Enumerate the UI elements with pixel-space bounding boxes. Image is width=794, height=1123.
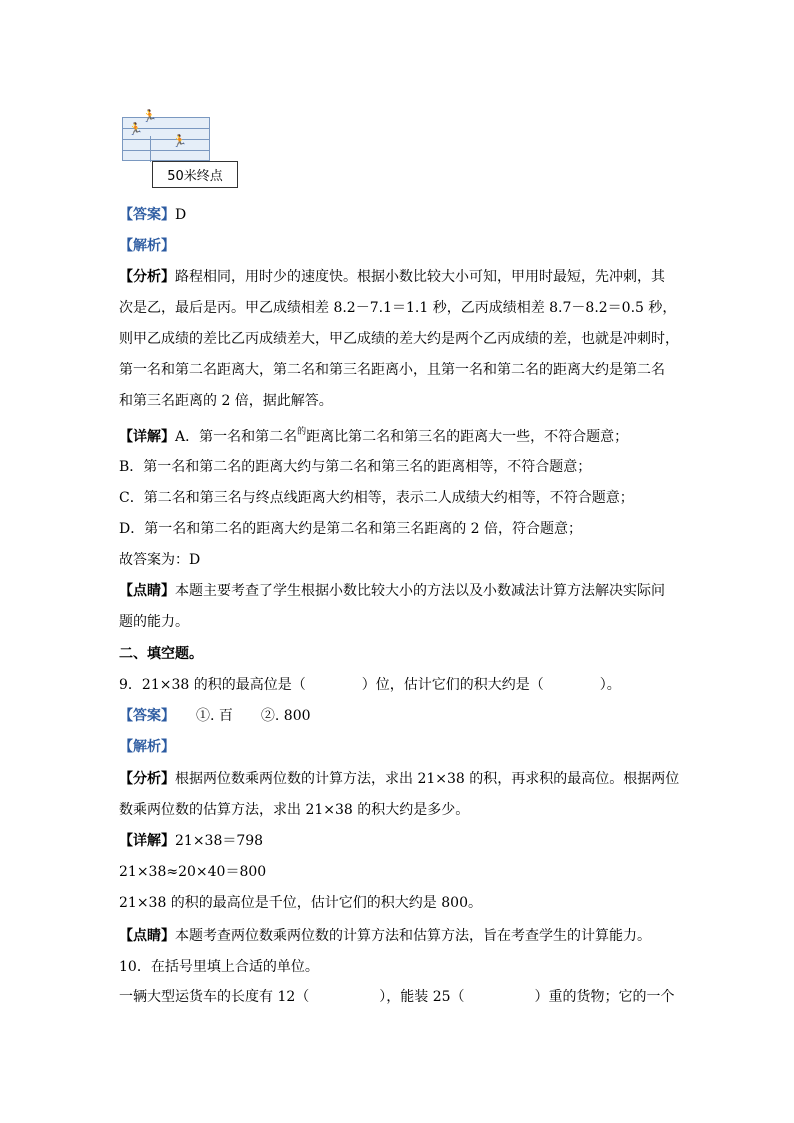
option-c: C．第二名和第三名与终点线距离大约相等，表示二人成绩大约相等，不符合题意； — [119, 490, 634, 506]
answer-line — [119, 706, 311, 726]
xiangjie-line — [119, 427, 628, 449]
dianjing-text: 本题考查两位数乘两位数的计算方法和估算方法，旨在考查学生的计算能力。 — [175, 928, 651, 944]
runner-icon: 🏃 — [142, 109, 157, 123]
dianjing-line — [119, 926, 651, 946]
race-track-figure — [122, 109, 240, 190]
fenxi-line: 和第三名距离的 2 倍，据此解答。 — [119, 393, 333, 409]
answer-value: D — [175, 207, 187, 223]
lane-divider — [123, 150, 209, 151]
analysis-tag: 【解析】 — [119, 238, 175, 254]
fenxi-line — [119, 769, 679, 789]
calc-line: 21×38 的积的最高位是千位，估计它们的积大约是 800。 — [119, 895, 482, 911]
finish-label: 50米终点 — [152, 161, 238, 188]
answer-line — [119, 205, 186, 225]
fenxi-line: 则甲乙成绩的差比乙丙成绩差大，甲乙成绩的差大约是两个乙丙成绩的差，也就是冲刺时， — [119, 331, 679, 347]
option-a-post: 距离比第二名和第三名的距离大一些，不符合题意； — [306, 429, 629, 445]
dianjing-text: 本题主要考查了学生根据小数比较大小的方法以及小数减法计算方法解决实际问 — [175, 583, 665, 599]
option-b: B．第一名和第二名的距离大约与第二名和第三名的距离相等，不符合题意； — [119, 459, 592, 475]
analysis-heading — [119, 737, 175, 757]
analysis-tag: 【解析】 — [119, 739, 175, 755]
runner-icon: 🏃 — [128, 122, 143, 136]
dianjing-tag: 【点睛】 — [119, 928, 175, 944]
dianjing-line — [119, 581, 665, 601]
xiangjie-line — [119, 831, 263, 851]
finish-line — [150, 136, 151, 162]
option-a-pre: A．第一名和第二名 — [175, 429, 298, 445]
analysis-heading — [119, 236, 175, 256]
option-a-sup: 的 — [297, 427, 307, 437]
question-10-text: 一辆大型运货车的长度有 12（ ），能装 25（ ）重的货物；它的一个 — [119, 989, 675, 1005]
fenxi-tag: 【分析】 — [119, 771, 175, 787]
dianjing-line: 题的能力。 — [119, 614, 189, 630]
question-9: 9．21×38 的积的最高位是（ ）位，估计它们的积大约是（ ）。 — [119, 677, 621, 693]
answer-tag: 【答案】 — [119, 207, 175, 223]
fenxi-tag: 【分析】 — [119, 269, 175, 285]
fenxi-line: 数乘两位数的估算方法，求出 21×38 的积大约是多少。 — [119, 802, 470, 818]
lane-divider — [123, 139, 209, 140]
fenxi-line: 第一名和第二名距离大，第二名和第三名距离小，且第一名和第二名的距离大约是第二名 — [119, 362, 665, 378]
xiangjie-tag: 【详解】 — [119, 833, 175, 849]
calc-line: 21×38≈20×40＝800 — [119, 864, 267, 880]
dianjing-tag: 【点睛】 — [119, 583, 175, 599]
xiangjie-tag: 【详解】 — [119, 429, 175, 445]
answer-value: ①. 百 ②. 800 — [168, 708, 311, 724]
option-d: D．第一名和第二名的距离大约是第二名和第三名距离的 2 倍，符合题意； — [119, 521, 583, 537]
section-title: 二、填空题。 — [119, 646, 203, 662]
answer-tag: 【答案】 — [119, 708, 168, 724]
fenxi-text: 路程相同，用时少的速度快。根据小数比较大小可知，甲用时最短，先冲刺，其 — [175, 269, 665, 285]
fenxi-line — [119, 267, 665, 287]
conclusion: 故答案为：D — [119, 552, 201, 568]
fenxi-line: 次是乙，最后是丙。甲乙成绩相差 8.2－7.1＝1.1 秒，乙丙成绩相差 8.7－8.2＝0.5 秒， — [119, 300, 677, 316]
fenxi-text: 根据两位数乘两位数的计算方法，求出 21×38 的积，再求积的最高位。根据两位 — [175, 771, 680, 787]
question-10: 10．在括号里填上合适的单位。 — [119, 959, 319, 975]
runner-icon: 🏃 — [172, 134, 187, 148]
calc-line: 21×38＝798 — [175, 833, 264, 849]
